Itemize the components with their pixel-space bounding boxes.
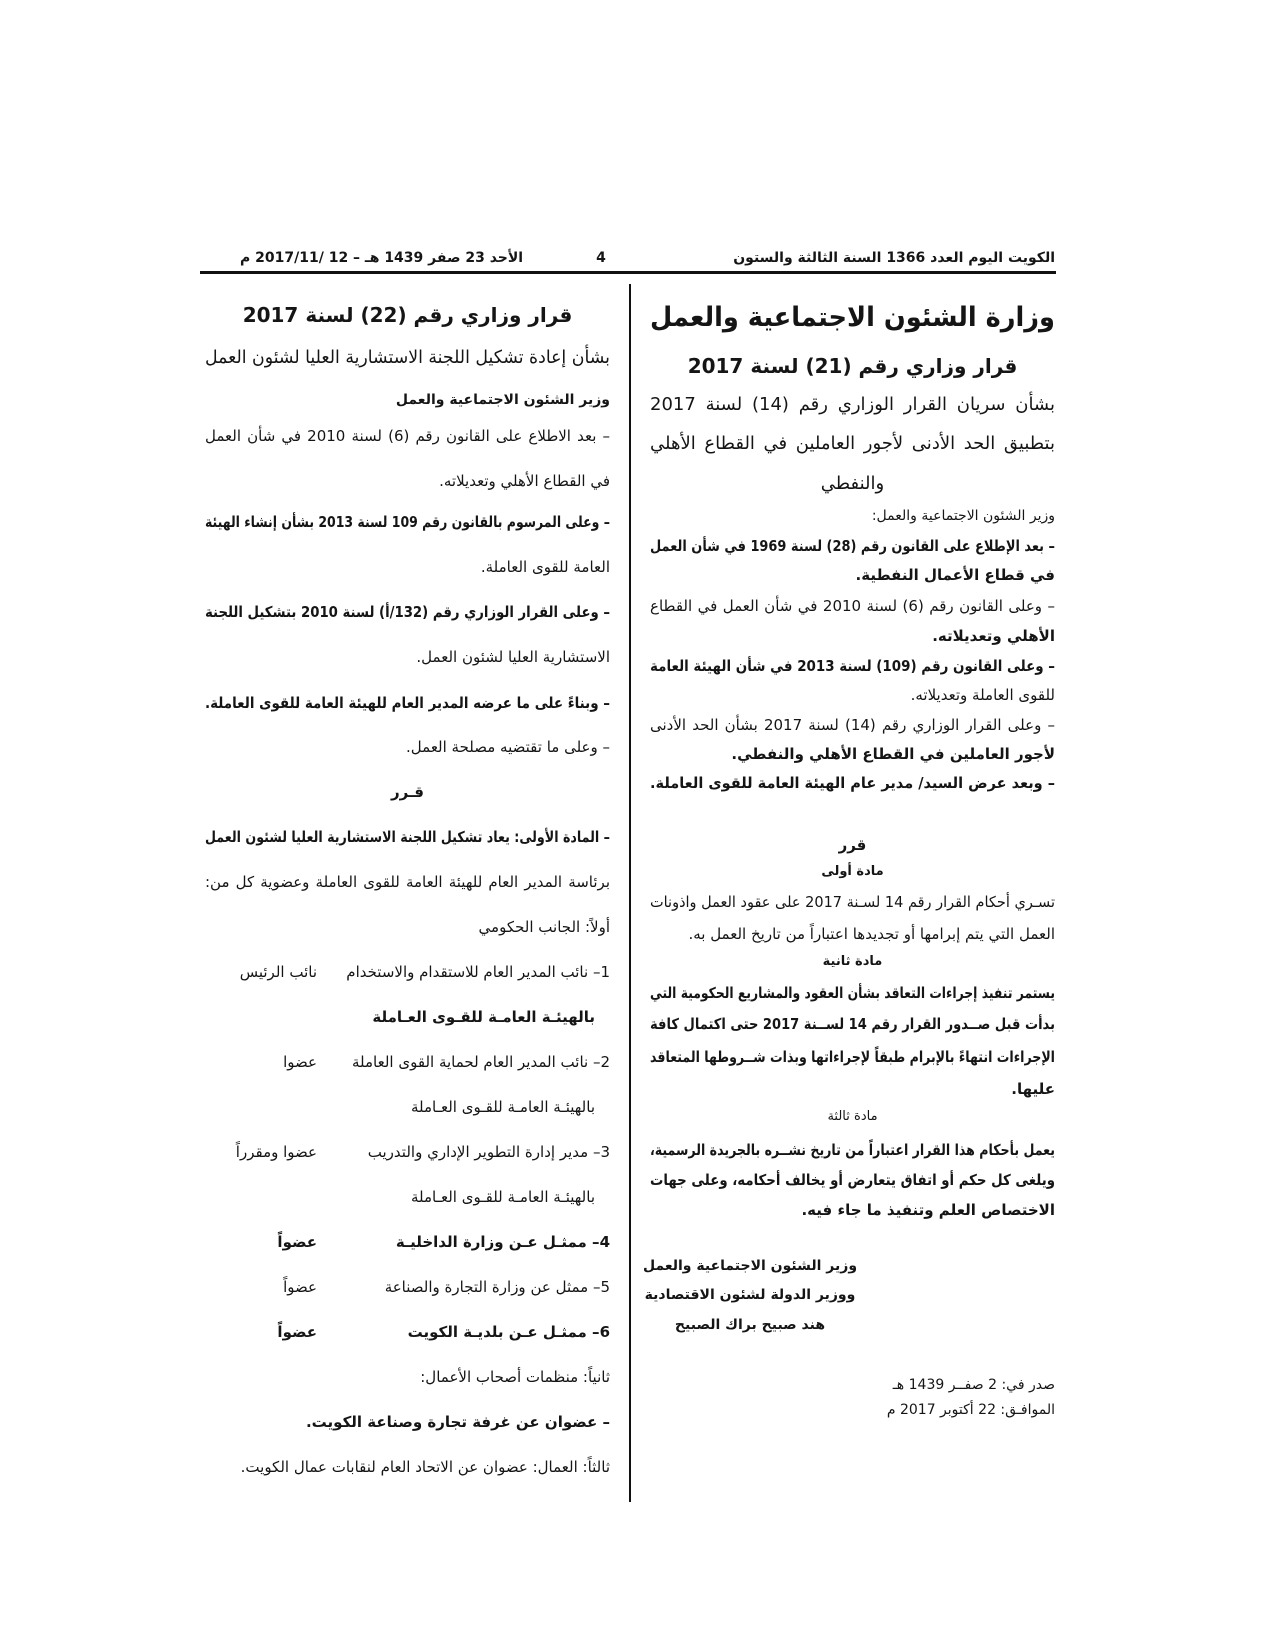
member-role: عضوا ومقرراً bbox=[235, 1143, 317, 1161]
preamble-line: – وعلى المرسوم بالقانون رقم 109 لسنة 2013 بشأن إنشاء الهيئة bbox=[204, 513, 610, 531]
preamble-line: لأجور العاملين في القطاع الأهلي والنفطي. bbox=[731, 745, 1055, 763]
member-role: عضوا bbox=[283, 1053, 317, 1071]
article-line: عليها. bbox=[1011, 1080, 1055, 1098]
article-line: العمل التي يتم إبرامها أو تجديدها اعتباراً من تاريخ العمل به. bbox=[688, 925, 1055, 943]
preamble-line: – وبناءً على ما عرضه المدير العام للهيئة العامة للقوى العاملة. bbox=[205, 694, 611, 712]
article-line: الاختصاص العلم وتنفيذ ما جاء فيه. bbox=[801, 1201, 1055, 1219]
preamble-line: للقوى العاملة وتعديلاته. bbox=[910, 686, 1055, 704]
member-entry: 6– ممثـل عـن بلديـة الكويت bbox=[407, 1323, 610, 1341]
preamble-line: العامة للقوى العاملة. bbox=[480, 558, 610, 576]
decision-title: قرار وزاري رقم (22) لسنة 2017 bbox=[242, 303, 573, 327]
preamble-line: – وعلى القرار الوزاري رقم (14) لسنة 2017 بشأن الحد الأدنى bbox=[650, 716, 1055, 734]
article-line: الإجراءات انتهاءً بالإبرام طبقاً لإجراءاتها وبذات شــروطها المتعاقد bbox=[650, 1048, 1055, 1066]
article-line: – المادة الأولى: يعاد تشكيل اللجنة الاستشارية العليا لشئون العمل bbox=[205, 828, 610, 846]
signatory-name: هند صبيح براك الصبيح bbox=[674, 1317, 826, 1333]
preamble-line: في قطاع الأعمال النفطية. bbox=[855, 566, 1055, 584]
article-line: ويلغى كل حكم أو اتفاق يتعارض أو يخالف أحكامه، وعلى جهات bbox=[650, 1171, 1055, 1189]
member-role: عضواً bbox=[277, 1233, 317, 1251]
member-entry-continuation: بالهيئـة العامـة للقـوى العـاملة bbox=[410, 1188, 595, 1206]
article-title: مادة ثانية bbox=[822, 954, 883, 969]
preamble-line: – وعلى القرار الوزاري رقم (132/أ) لسنة 2010 بتشكيل اللجنة bbox=[205, 603, 610, 621]
member-entry-continuation: بالهيئـة العامـة للقـوى العـاملة bbox=[372, 1008, 595, 1026]
member-role: عضواً bbox=[277, 1323, 317, 1341]
employers-line: – عضوان عن غرفة تجارة وصناعة الكويت. bbox=[305, 1413, 610, 1431]
article-line: برئاسة المدير العام للهيئة العامة للقوى العاملة وعضوية كل من: bbox=[205, 873, 610, 891]
member-role: نائب الرئيس bbox=[239, 963, 317, 981]
preamble-line: – وبعد عرض السيد/ مدير عام الهيئة العامة للقوى العاملة. bbox=[650, 774, 1055, 792]
issued-date-gregorian: الموافـق: 22 أكتوبر 2017 م bbox=[886, 1402, 1055, 1418]
member-entry-continuation: بالهيئـة العامـة للقـوى العـاملة bbox=[410, 1098, 595, 1116]
decision-subject-line: بشأن سريان القرار الوزاري رقم (14) لسنة 2017 bbox=[650, 394, 1055, 415]
decision-subject: بشأن إعادة تشكيل اللجنة الاستشارية العليا لشئون العمل bbox=[205, 347, 610, 368]
decision-subject-line: والنفطي bbox=[820, 473, 885, 494]
preamble-line: في القطاع الأهلي وتعديلاته. bbox=[439, 472, 610, 490]
member-entry: 3– مدير إدارة التطوير الإداري والتدريب bbox=[367, 1143, 610, 1161]
member-entry: 2– نائب المدير العام لحماية القوى العاملة bbox=[352, 1053, 610, 1071]
article-title: مادة ثالثة bbox=[827, 1109, 878, 1124]
workers-line: ثالثاً: العمال: عضوان عن الاتحاد العام لنقابات عمال الكويت. bbox=[240, 1458, 610, 1476]
member-entry: 5– ممثل عن وزارة التجارة والصناعة bbox=[384, 1278, 610, 1296]
article-line: بدأت قبل صــدور القرار رقم 14 لســنة 2017 حتى اكتمال كافة bbox=[650, 1015, 1055, 1033]
preamble-line: الأهلي وتعديلاته. bbox=[932, 627, 1055, 645]
issue-date-header: الأحد 23 صفر 1439 هـ – 12 /2017/11 م bbox=[240, 250, 524, 266]
decided-heading: قرر bbox=[838, 836, 867, 854]
issued-date-hijri: صدر في: 2 صفــر 1439 هـ bbox=[892, 1377, 1055, 1393]
minister-intro: وزير الشئون الاجتماعية والعمل: bbox=[871, 508, 1055, 524]
preamble-line: – وعلى القانون رقم (6) لسنة 2010 في شأن العمل في القطاع bbox=[650, 597, 1055, 615]
signature-title: وزير الشئون الاجتماعية والعمل bbox=[642, 1258, 858, 1274]
member-role: عضواً bbox=[283, 1278, 317, 1296]
header-rule bbox=[200, 271, 1056, 274]
article-line: تسـري أحكام القرار رقم 14 لسـنة 2017 على عقود العمل واذونات bbox=[650, 893, 1055, 911]
ministry-title: وزارة الشئون الاجتماعية والعمل bbox=[650, 302, 1055, 333]
article-title: مادة أولى bbox=[821, 864, 884, 879]
member-entry: 1– نائب المدير العام للاستقدام والاستخدام bbox=[346, 963, 610, 981]
article-line: يستمر تنفيذ إجراءات التعاقد بشأن العقود والمشاريع الحكومية التي bbox=[650, 984, 1055, 1002]
preamble-line: – بعد الاطلاع على القانون رقم (6) لسنة 2010 في شأن العمل bbox=[205, 427, 610, 445]
article-line: يعمل بأحكام هذا القرار اعتباراً من تاريخ نشــره بالجريدة الرسمية، bbox=[650, 1141, 1055, 1159]
preamble-line: – وعلى القانون رقم (109) لسنة 2013 في شأن الهيئة العامة bbox=[650, 657, 1055, 675]
minister-intro: وزير الشئون الاجتماعية والعمل bbox=[395, 392, 610, 408]
preamble-line: – بعد الإطلاع على القانون رقم (28) لسنة 1969 في شأن العمل bbox=[650, 537, 1055, 555]
decided-heading: قـرر bbox=[391, 783, 424, 801]
page-number: 4 bbox=[596, 250, 606, 266]
signature-title: ووزير الدولة لشئون الاقتصادية bbox=[644, 1287, 856, 1303]
government-heading: أولاً: الجانب الحكومي bbox=[478, 918, 610, 936]
member-entry: 4– ممثـل عـن وزارة الداخليـة bbox=[395, 1233, 610, 1251]
preamble-line: – وعلى ما تقتضيه مصلحة العمل. bbox=[406, 738, 610, 756]
preamble-line: الاستشارية العليا لشئون العمل. bbox=[416, 648, 610, 666]
gazette-issue-header: الكويت اليوم العدد 1366 السنة الثالثة والستون bbox=[733, 250, 1055, 266]
employers-heading: ثانياً: منظمات أصحاب الأعمال: bbox=[420, 1368, 610, 1386]
decision-subject-line: بتطبيق الحد الأدنى لأجور العاملين في القطاع الأهلي bbox=[650, 433, 1055, 454]
decision-title: قرار وزاري رقم (21) لسنة 2017 bbox=[687, 354, 1018, 378]
